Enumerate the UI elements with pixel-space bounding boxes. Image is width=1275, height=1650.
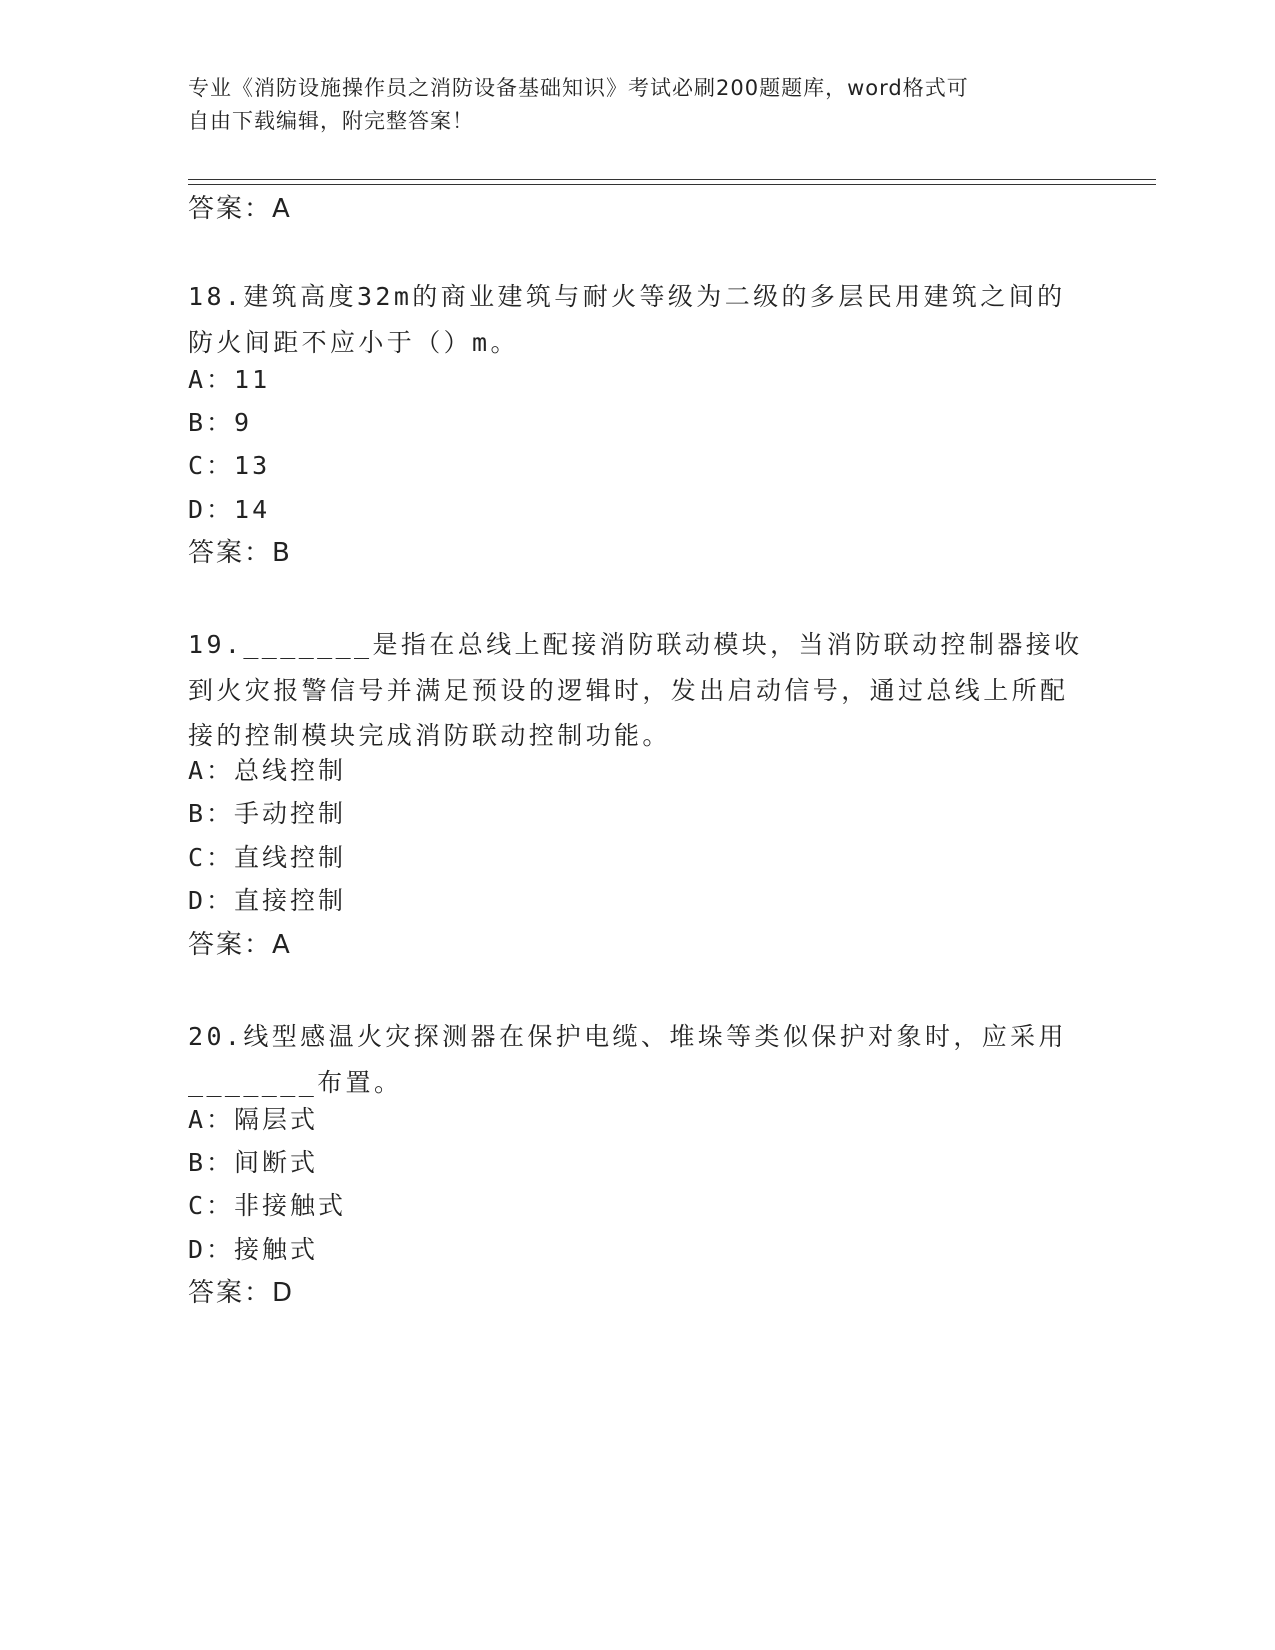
header-line-1: 专业《消防设施操作员之消防设备基础知识》考试必刷200题题库，word格式可 xyxy=(188,76,969,100)
question-19-option-a: A：总线控制 xyxy=(188,756,347,785)
question-20-option-c: C：非接触式 xyxy=(188,1191,347,1220)
question-20-option-d: D：接触式 xyxy=(188,1235,319,1264)
question-20-option-b: B：间断式 xyxy=(188,1148,319,1177)
question-18-option-c: C：13 xyxy=(188,451,271,480)
previous-answer: 答案：A xyxy=(188,194,292,224)
document-header xyxy=(188,72,1088,138)
question-18-option-d: D：14 xyxy=(188,495,271,524)
header-divider-bottom xyxy=(188,184,1156,185)
header-line-2: 自由下载编辑，附完整答案！ xyxy=(188,109,474,133)
question-18-answer: 答案：B xyxy=(188,538,292,568)
question-18-option-a: A：11 xyxy=(188,365,271,394)
question-20-answer: 答案：D xyxy=(188,1278,295,1308)
question-19-option-b: B：手动控制 xyxy=(188,799,347,828)
question-18-option-b: B：9 xyxy=(188,408,253,437)
question-19-option-d: D：直接控制 xyxy=(188,886,347,915)
question-20-option-a: A：隔层式 xyxy=(188,1105,319,1134)
header-divider-top xyxy=(188,179,1156,180)
question-19-text: 19._______是指在总线上配接消防联动模块，当消防联动控制器接收到火灾报警信号并满足预设的逻辑时，发出启动信号，通过总线上所配接的控制模块完成消防联动控制功能。 xyxy=(188,630,1083,750)
question-20-text: 20.线型感温火灾探测器在保护电缆、堆垛等类似保护对象时，应采用_______布置。 xyxy=(188,1022,1067,1097)
question-18-text: 18.建筑高度32m的商业建筑与耐火等级为二级的多层民用建筑之间的防火间距不应小于（）m。 xyxy=(188,282,1066,357)
question-19-answer: 答案：A xyxy=(188,930,292,960)
question-19-option-c: C：直线控制 xyxy=(188,843,347,872)
